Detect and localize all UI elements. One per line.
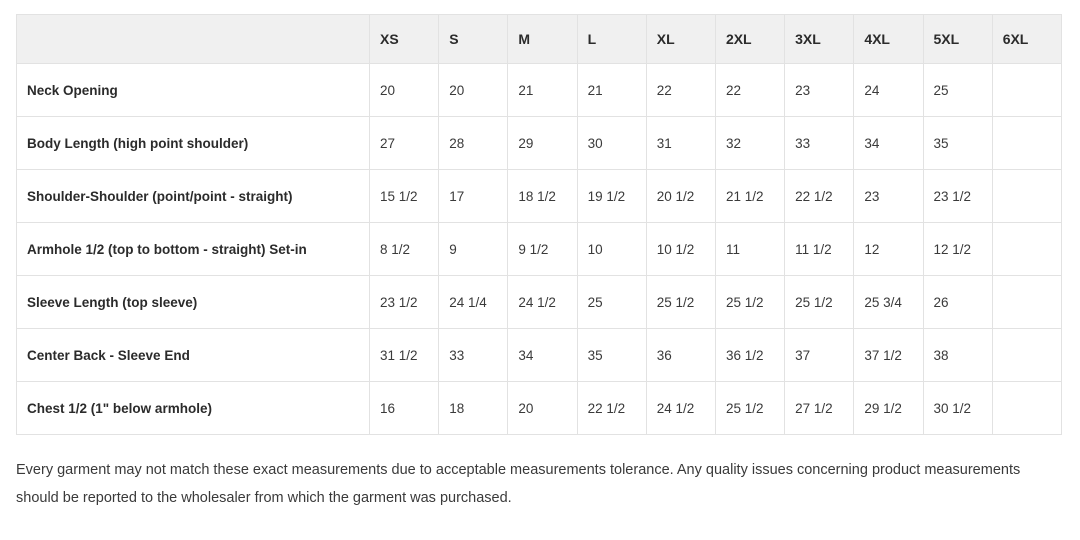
table-header-row xyxy=(17,15,1062,64)
column-header-l: L xyxy=(577,15,646,64)
cell: 23 xyxy=(854,170,923,223)
table-body xyxy=(17,64,1062,435)
column-header-5xl: 5XL xyxy=(923,15,992,64)
row-label-sleeve-length: Sleeve Length (top sleeve) xyxy=(17,276,370,329)
table-row xyxy=(17,329,1062,382)
cell: 25 3/4 xyxy=(854,276,923,329)
cell: 18 xyxy=(439,382,508,435)
cell: 25 1/2 xyxy=(785,276,854,329)
cell: 25 1/2 xyxy=(646,276,715,329)
cell: 20 1/2 xyxy=(646,170,715,223)
row-label-body-length: Body Length (high point shoulder) xyxy=(17,117,370,170)
cell: 34 xyxy=(854,117,923,170)
column-header-xl: XL xyxy=(646,15,715,64)
table-row xyxy=(17,382,1062,435)
cell: 26 xyxy=(923,276,992,329)
cell xyxy=(992,223,1061,276)
cell: 33 xyxy=(785,117,854,170)
cell: 22 1/2 xyxy=(577,382,646,435)
cell: 25 xyxy=(923,64,992,117)
cell: 10 xyxy=(577,223,646,276)
cell: 8 1/2 xyxy=(370,223,439,276)
cell: 16 xyxy=(370,382,439,435)
note-line-1: Every garment may not match these exact measurements due to acceptable measurements tolerance. Any quality issues concerning product measurements xyxy=(16,462,1021,478)
cell: 30 xyxy=(577,117,646,170)
cell: 12 xyxy=(854,223,923,276)
cell: 25 1/2 xyxy=(715,382,784,435)
cell: 33 xyxy=(439,329,508,382)
cell: 34 xyxy=(508,329,577,382)
cell xyxy=(992,276,1061,329)
cell: 17 xyxy=(439,170,508,223)
column-header-s: S xyxy=(439,15,508,64)
cell: 12 1/2 xyxy=(923,223,992,276)
table-row xyxy=(17,64,1062,117)
cell: 21 1/2 xyxy=(715,170,784,223)
cell: 27 xyxy=(370,117,439,170)
cell: 11 xyxy=(715,223,784,276)
cell xyxy=(992,382,1061,435)
cell xyxy=(992,329,1061,382)
row-label-armhole: Armhole 1/2 (top to bottom - straight) Set-in xyxy=(17,223,370,276)
cell: 20 xyxy=(439,64,508,117)
cell: 18 1/2 xyxy=(508,170,577,223)
cell: 24 xyxy=(854,64,923,117)
cell: 25 xyxy=(577,276,646,329)
measurement-tolerance-note xyxy=(16,457,1062,512)
table-row xyxy=(17,170,1062,223)
cell: 11 1/2 xyxy=(785,223,854,276)
cell: 15 1/2 xyxy=(370,170,439,223)
row-label-shoulder-shoulder: Shoulder-Shoulder (point/point - straight) xyxy=(17,170,370,223)
cell: 35 xyxy=(923,117,992,170)
row-label-center-back-sleeve-end: Center Back - Sleeve End xyxy=(17,329,370,382)
cell: 23 1/2 xyxy=(370,276,439,329)
cell: 24 1/2 xyxy=(508,276,577,329)
cell: 9 1/2 xyxy=(508,223,577,276)
cell: 28 xyxy=(439,117,508,170)
note-line-2: should be reported to the wholesaler from which the garment was purchased. xyxy=(16,489,512,506)
cell: 27 1/2 xyxy=(785,382,854,435)
column-header-m: M xyxy=(508,15,577,64)
table-row xyxy=(17,117,1062,170)
cell: 37 1/2 xyxy=(854,329,923,382)
cell xyxy=(992,64,1061,117)
table-corner-cell xyxy=(17,15,370,64)
cell: 20 xyxy=(370,64,439,117)
cell: 31 1/2 xyxy=(370,329,439,382)
cell: 24 1/2 xyxy=(646,382,715,435)
cell: 36 xyxy=(646,329,715,382)
cell xyxy=(992,170,1061,223)
cell: 23 xyxy=(785,64,854,117)
column-header-2xl: 2XL xyxy=(715,15,784,64)
cell: 22 xyxy=(715,64,784,117)
table-row xyxy=(17,276,1062,329)
cell: 38 xyxy=(923,329,992,382)
cell: 21 xyxy=(508,64,577,117)
column-header-3xl: 3XL xyxy=(785,15,854,64)
column-header-4xl: 4XL xyxy=(854,15,923,64)
column-header-6xl: 6XL xyxy=(992,15,1061,64)
cell xyxy=(992,117,1061,170)
table-row xyxy=(17,223,1062,276)
row-label-chest: Chest 1/2 (1" below armhole) xyxy=(17,382,370,435)
column-header-xs: XS xyxy=(370,15,439,64)
cell: 19 1/2 xyxy=(577,170,646,223)
cell: 22 xyxy=(646,64,715,117)
cell: 9 xyxy=(439,223,508,276)
cell: 21 xyxy=(577,64,646,117)
cell: 37 xyxy=(785,329,854,382)
cell: 23 1/2 xyxy=(923,170,992,223)
row-label-neck-opening: Neck Opening xyxy=(17,64,370,117)
cell: 30 1/2 xyxy=(923,382,992,435)
cell: 10 1/2 xyxy=(646,223,715,276)
cell: 36 1/2 xyxy=(715,329,784,382)
cell: 25 1/2 xyxy=(715,276,784,329)
cell: 32 xyxy=(715,117,784,170)
cell: 22 1/2 xyxy=(785,170,854,223)
cell: 31 xyxy=(646,117,715,170)
cell: 29 xyxy=(508,117,577,170)
measurements-table xyxy=(16,14,1062,435)
cell: 29 1/2 xyxy=(854,382,923,435)
table-header xyxy=(17,15,1062,64)
cell: 24 1/4 xyxy=(439,276,508,329)
cell: 20 xyxy=(508,382,577,435)
cell: 35 xyxy=(577,329,646,382)
